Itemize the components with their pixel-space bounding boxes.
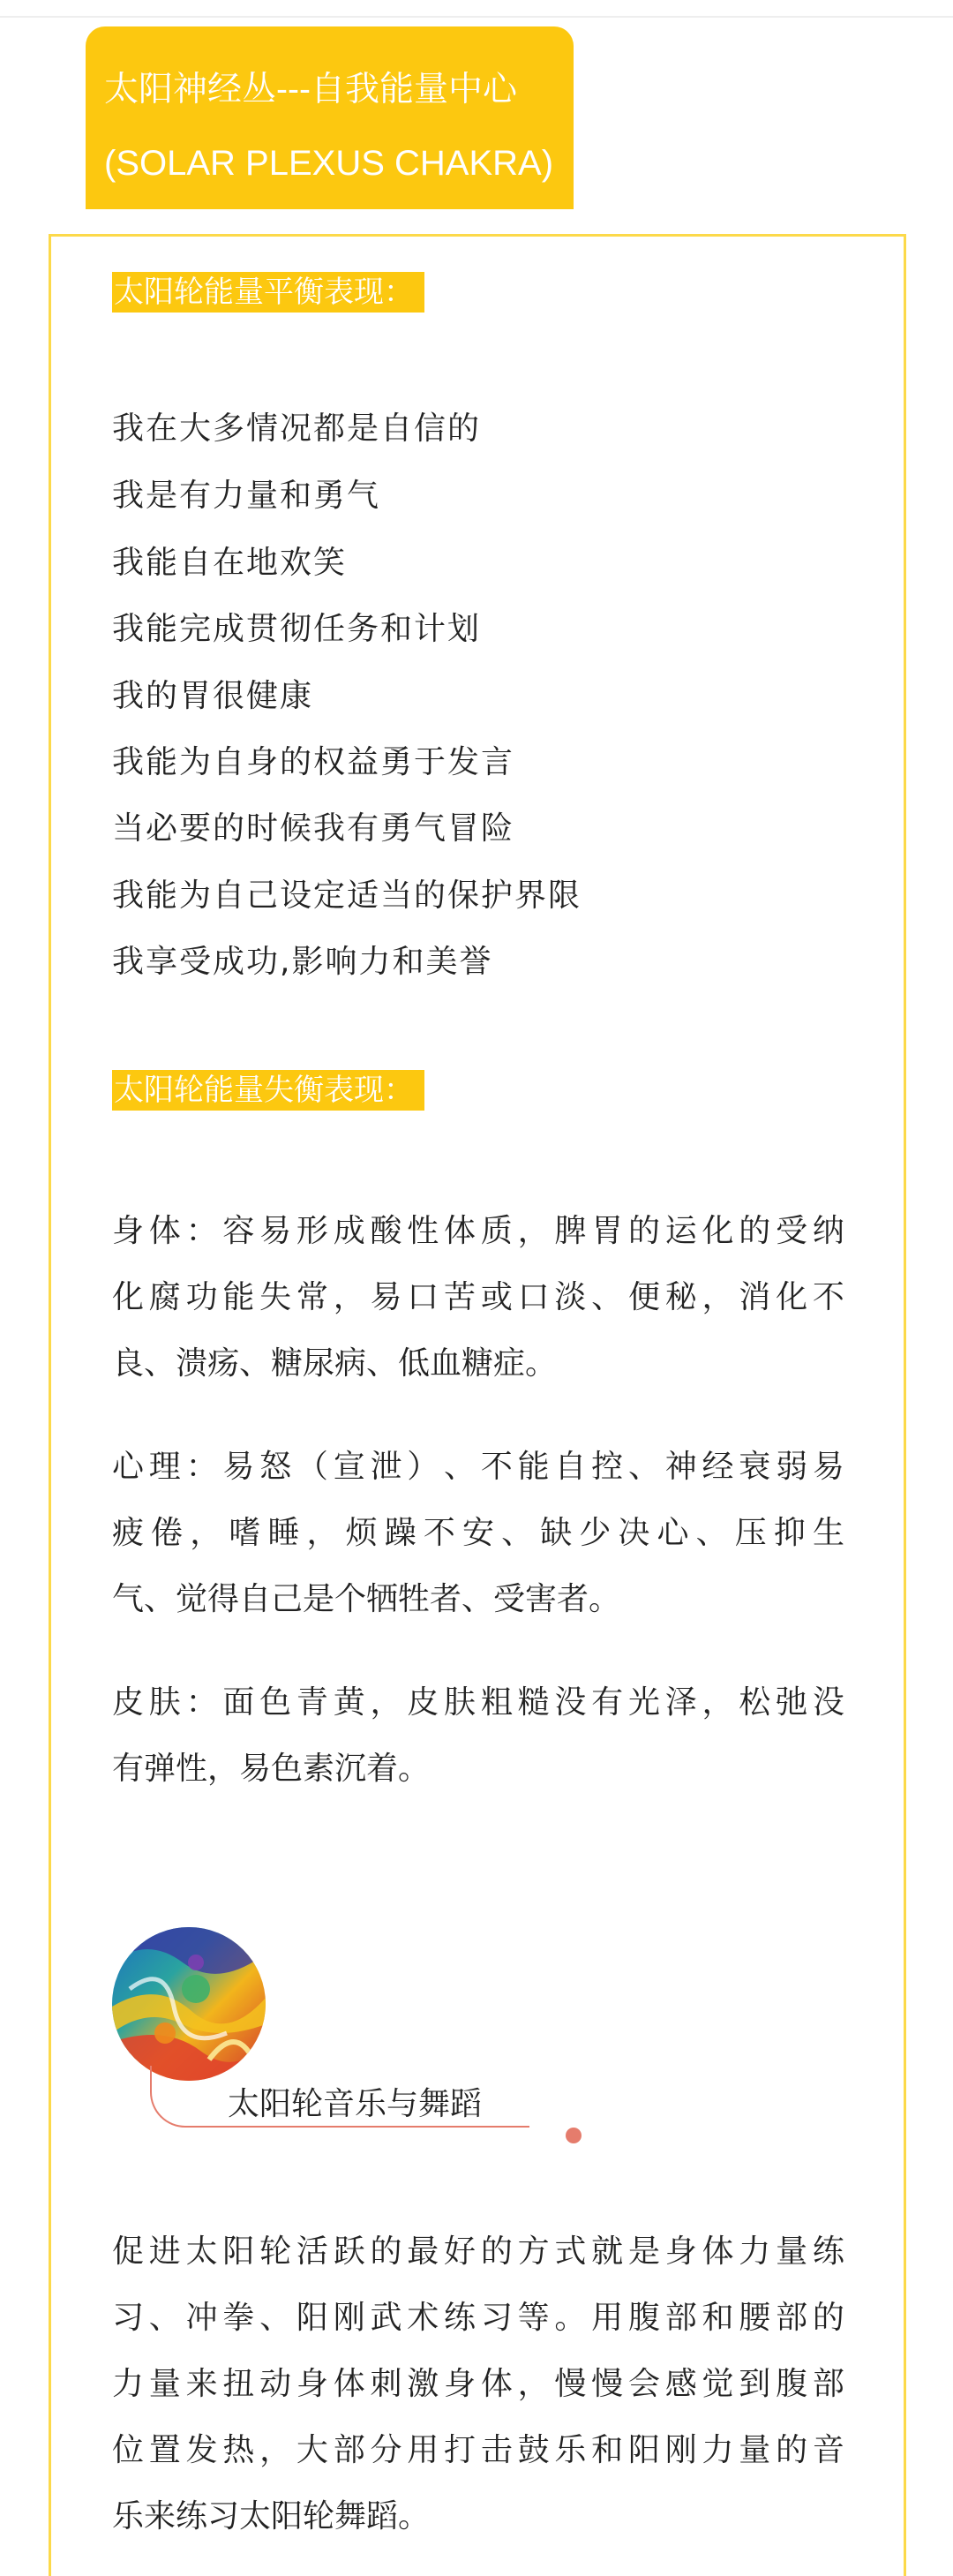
- connector-dot: [566, 2128, 582, 2143]
- top-divider: [0, 16, 953, 18]
- mind-symptoms-line: 心 理 ： 易 怒 （ 宣 泄 ） 、 不 能 自 控 、 神 经 衰 弱 易: [112, 1449, 844, 1485]
- balanced-item: 我能为自身的权益勇于发言: [112, 744, 515, 780]
- balanced-item: 我能自在地欢笑: [112, 545, 348, 581]
- balanced-item: 当必要的时候我有勇气冒险: [112, 810, 515, 847]
- content-frame: [49, 234, 906, 2576]
- music-text-line: 乐来练习太阳轮舞蹈。: [112, 2498, 431, 2535]
- imbalanced-heading: 太阳轮能量失衡表现：: [112, 1070, 424, 1111]
- balanced-item: 我能完成贯彻任务和计划: [112, 611, 482, 647]
- mind-symptoms-line: 气、觉得自己是个牺牲者、受害者。: [112, 1581, 621, 1617]
- skin-symptoms-line: 有弹性，易色素沉着。: [112, 1751, 431, 1787]
- balanced-item: 我是有力量和勇气: [112, 478, 381, 514]
- balanced-item: 我享受成功,影响力和美誉: [112, 944, 493, 980]
- music-text-line: 习 、 冲 拳 、 阳 刚 武 术 练 习 等 。 用 腹 部 和 腰 部 的: [112, 2300, 844, 2336]
- body-symptoms-line: 化 腐 功 能 失 常 ， 易 口 苦 或 口 淡 、 便 秘 ， 消 化 不: [112, 1279, 844, 1315]
- title-english: (SOLAR PLEXUS CHAKRA): [104, 144, 554, 183]
- body-symptoms-line: 身 体 ： 容 易 形 成 酸 性 体 质 ， 脾 胃 的 运 化 的 受 纳: [112, 1213, 844, 1249]
- title-chinese: 太阳神经丛---自我能量中心: [104, 71, 517, 109]
- mind-symptoms-line: 疲 倦 ， 嗜 睡 ， 烦 躁 不 安 、 缺 少 决 心 、 压 抑 生: [112, 1515, 844, 1551]
- music-text-line: 促 进 太 阳 轮 活 跃 的 最 好 的 方 式 就 是 身 体 力 量 练: [112, 2233, 844, 2270]
- music-text-line: 力 量 来 扭 动 身 体 刺 激 身 体 ， 慢 慢 会 感 觉 到 腹 部: [112, 2366, 844, 2402]
- chakra-artwork-image: [112, 1927, 266, 2081]
- balanced-item: 我的胃很健康: [112, 678, 314, 714]
- body-symptoms-line: 良、溃疡、糖尿病、低血糖症。: [112, 1345, 558, 1382]
- music-text-line: 位 置 发 热 ， 大 部 分 用 打 击 鼓 乐 和 阳 刚 力 量 的 音: [112, 2432, 844, 2468]
- music-dance-label: 太阳轮音乐与舞蹈: [228, 2086, 483, 2122]
- skin-symptoms-line: 皮 肤 ： 面 色 青 黄 ， 皮 肤 粗 糙 没 有 光 泽 ， 松 弛 没: [112, 1684, 844, 1721]
- balanced-heading: 太阳轮能量平衡表现：: [112, 272, 424, 313]
- balanced-item: 我能为自己设定适当的保护界限: [112, 877, 582, 914]
- chakra-title-banner: [86, 26, 574, 209]
- balanced-item: 我在大多情况都是自信的: [112, 411, 482, 447]
